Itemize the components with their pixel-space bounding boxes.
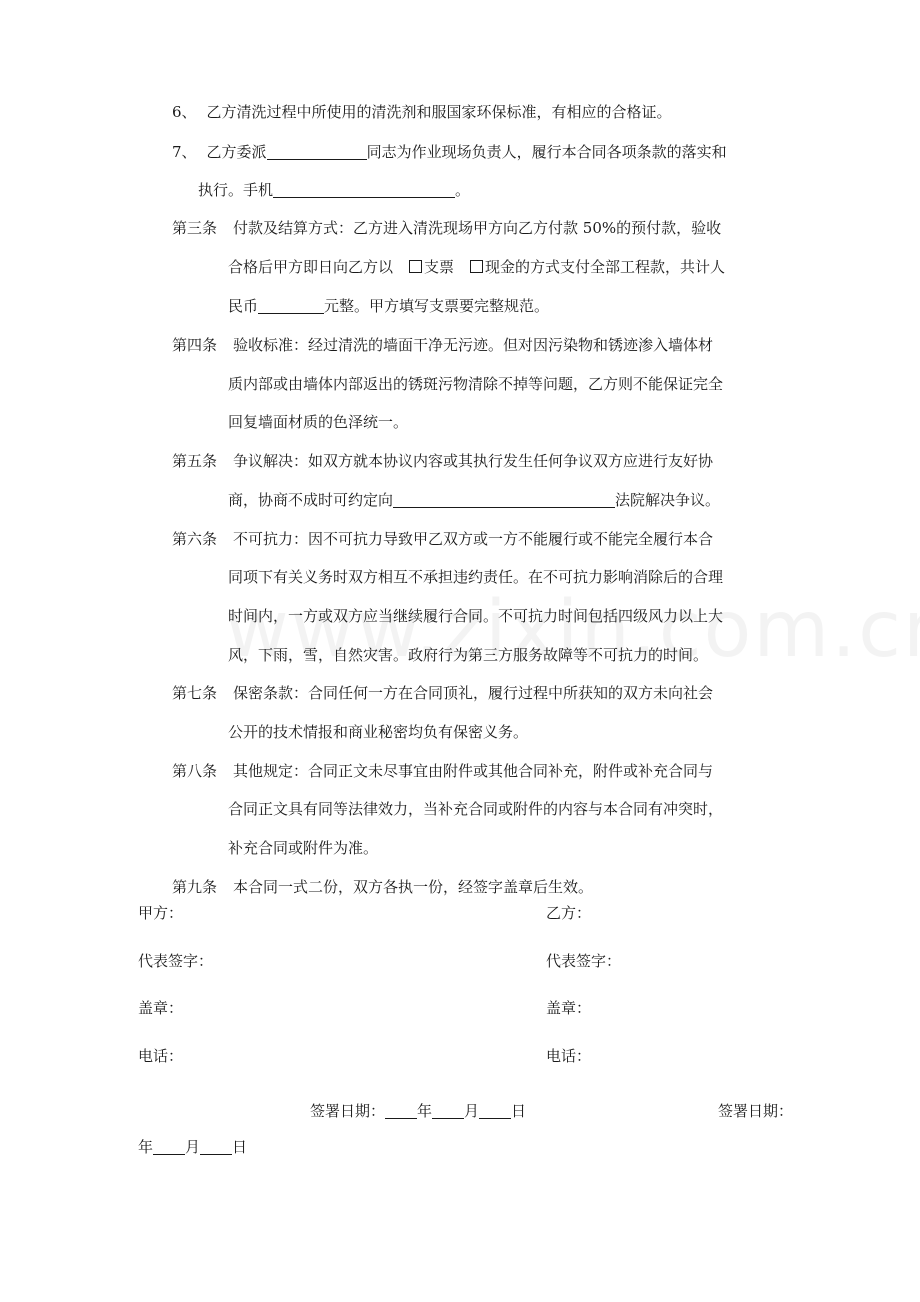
- article-5-heading: 第五条: [172, 452, 218, 470]
- clause-6-number: 6、: [172, 103, 197, 121]
- article-9-heading: 第九条: [172, 878, 218, 896]
- article-3: 第三条 付款及结算方式：乙方进入清洗现场甲方向乙方付款 50%的预付款，验收: [172, 219, 722, 237]
- party-b-label: 乙方：: [546, 904, 592, 922]
- article-4-heading: 第四条: [172, 336, 218, 354]
- contract-page: 6、 乙方清洗过程中所使用的清洗剂和服国家环保标准，有相应的合格证。 7、 乙方委派 同志为作业现场负责人，履行本合同各项条款的落实和 执行。手机 。 第三条 付款及结算方式：乙方进入清洗现场甲方向乙方付款 50%的预付款，验收 合格后甲方即日向乙方以 支票 现金的方式支付全部工程款，共计人 民币 元整。甲方填写支票要完整规范。 第四条 验收标准：经过清洗的墙面干净无污迹。但对因污染物和锈迹渗入墙体材 质内部或由墙体内部返出的锈斑污物清除不掉等问题，乙方则不能保证完全 回复墙面材质的色泽统一。 第五条 争议解决：如双方就本协议内容或其执行发生任何争议双方应进行友好协 商，协商不成时可约定向 法院解决争议。 第六条 不可抗力：因不可抗力导致甲乙双方或一方不能履行或不能完全履行本合 同项下有关义务时双方相互不承担违约责任。在不可抗力影响消除后的合理 时间内，一方或双方应当继续履行合同。不可抗力时间包括四级风力以上大 风，下雨，雪，自然灾害。政府行为第三方服务故障等不可抗力的时间。 第七条 保密条款：合同任何一方在合同顶礼，履行过程中所获知的双方未向社会 公开的技术情报和商业秘密均负有保密义务。 第八条 其他规定：合同正文未尽事宜由附件或其他合同补充，附件或补充合同与 合同正文具有同等法律效力，当补充合同或附件的内容与本合同有冲突时， 补充合同或附件为准。 第九条 本合同一式二份，双方各执一份，经签字盖章后生效。 甲方： 代表签字： 盖章： 电话： 乙方： 代表签字： 盖章： 电话： 签署日期： 年 月 日 签署日期： 年 月 日: [0, 0, 920, 1302]
- party-b-rep-signature: 代表签字：: [546, 952, 622, 970]
- article-7: 第七条 保密条款：合同任何一方在合同顶礼，履行过程中所获知的双方未向社会: [172, 684, 714, 702]
- article-6-heading: 第六条: [172, 530, 218, 548]
- party-b-seal: 盖章：: [546, 999, 592, 1017]
- supervisor-name-blank: [267, 143, 367, 160]
- article-8: 第八条 其他规定：合同正文未尽事宜由附件或其他合同补充，附件或补充合同与: [172, 762, 714, 780]
- article-7-heading: 第七条: [172, 684, 218, 702]
- article-5: 第五条 争议解决：如双方就本协议内容或其执行发生任何争议双方应进行友好协: [172, 452, 714, 470]
- phone-number-blank: [273, 181, 455, 198]
- party-a-label: 甲方：: [138, 904, 184, 922]
- party-a-seal: 盖章：: [138, 999, 184, 1017]
- party-b-sign-date: 年 月 日: [138, 1138, 248, 1156]
- clause-7: 7、 乙方委派 同志为作业现场负责人，履行本合同各项条款的落实和: [172, 143, 727, 161]
- clause-6: [172, 102, 672, 122]
- cash-checkbox[interactable]: [470, 260, 483, 273]
- article-4: 第四条 验收标准：经过清洗的墙面干净无污迹。但对因污染物和锈迹渗入墙体材: [172, 336, 714, 354]
- article-3-line-3: 民币 元整。甲方填写支票要完整规范。: [228, 297, 550, 315]
- clause-7-number: 7、: [172, 143, 197, 161]
- amount-blank: [258, 297, 324, 314]
- article-6: 第六条 不可抗力：因不可抗力导致甲乙双方或一方不能履行或不能完全履行本合: [172, 530, 714, 548]
- article-8-heading: 第八条: [172, 762, 218, 780]
- article-3-line-2: 合格后甲方即日向乙方以 支票 现金的方式支付全部工程款，共计人: [228, 258, 726, 276]
- clause-6-text: 乙方清洗过程中所使用的清洗剂和服国家环保标准，有相应的合格证。: [206, 103, 672, 121]
- article-3-heading: 第三条: [172, 219, 218, 237]
- cheque-checkbox[interactable]: [409, 260, 422, 273]
- court-name-blank: [393, 491, 615, 508]
- party-b-phone: 电话：: [546, 1047, 592, 1065]
- party-a-phone: 电话：: [138, 1047, 184, 1065]
- party-b-sign-date-label: 签署日期：: [718, 1102, 794, 1120]
- article-9: 第九条 本合同一式二份，双方各执一份，经签字盖章后生效。: [172, 878, 594, 896]
- party-a-sign-date: 签署日期： 年 月 日: [310, 1102, 527, 1120]
- clause-7-line-2: 执行。手机 。: [198, 181, 471, 199]
- party-a-rep-signature: 代表签字：: [138, 952, 214, 970]
